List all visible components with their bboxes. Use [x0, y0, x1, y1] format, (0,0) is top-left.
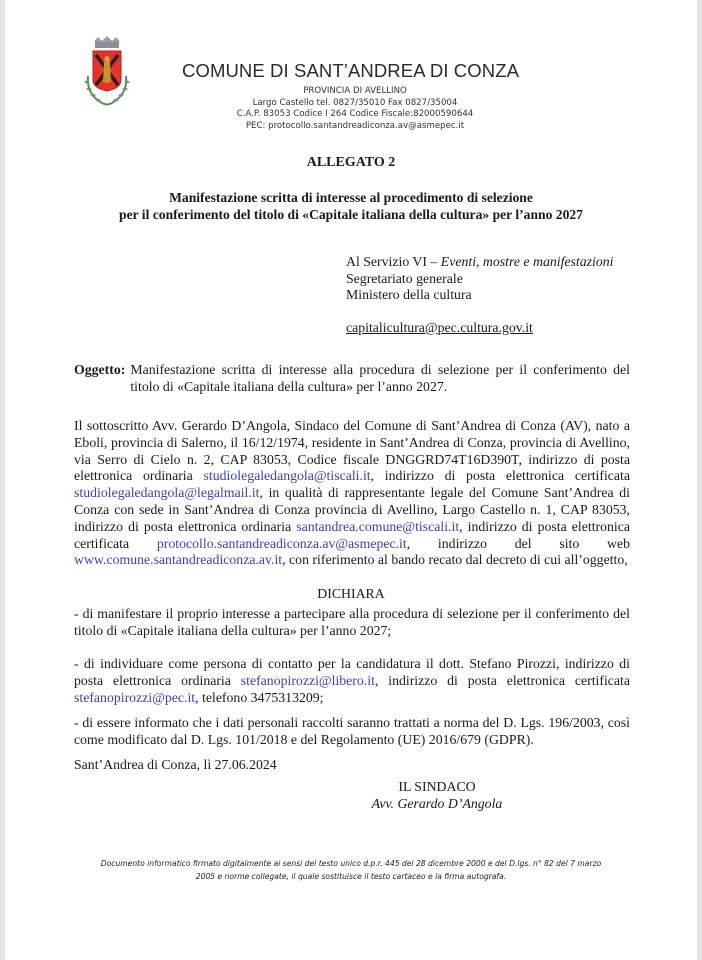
body-text: , indirizzo del sito web — [406, 535, 630, 551]
body-text: , in qualità di rappresentante legale del Comune Sant’Andrea di Conza con sede in Sant’Andrea di Conza provincia di Avellino, Largo Castello n. 1, CAP 83053, indirizzo di posta elettronica ordinaria — [74, 485, 630, 534]
signature-block — [364, 778, 510, 812]
addressee-service-name: Eventi, mostre e manifestazioni — [440, 254, 614, 269]
contact-pec-link[interactable]: stefanopirozzi@pec.it — [74, 689, 196, 705]
place-and-date: Sant’Andrea di Conza, lì 27.06.2024 — [74, 757, 277, 772]
subject-block — [74, 362, 630, 395]
letterhead-pec: PEC: protocollo.santandreadiconza.av@asmepec.it — [245, 120, 465, 131]
declaration-item-contact — [74, 656, 630, 706]
declaration-item-interest: - di manifestare il proprio interesse a partecipare alla procedura di selezione per il conferimento del titolo di «Capitale italiana della cultura» per l’anno 2027; — [74, 606, 630, 638]
addressee-email-link[interactable]: capitalicultura@pec.cultura.gov.it — [346, 319, 533, 335]
signature-name: Avv. Gerardo D’Angola — [371, 796, 503, 811]
email-link-certified[interactable]: studiolegaledangola@legalmail.it — [74, 485, 260, 501]
municipality-title: COMUNE DI SANT’ANDREA DI CONZA — [182, 60, 520, 81]
signature-role: IL SINDACO — [398, 779, 476, 794]
declaration-item-privacy: - di essere informato che i dati personali raccolti saranno trattati a norma del D. Lgs. 196/2003, così come modificato dal D. Lgs. 101/2018 e del Regolamento (UE) 2016/679 (GDPR). — [74, 715, 630, 747]
addressee-line-3: Ministero della cultura — [346, 287, 472, 302]
page-edge-right — [697, 0, 702, 960]
letterhead-codes: C.A.P. 83053 Codice I 264 Codice Fiscale:82000590644 — [236, 109, 474, 120]
document-title — [0, 190, 702, 223]
email-link-municipality-pec[interactable]: protocollo.santandreadiconza.av@asmepec.it — [156, 535, 407, 551]
declaration-text: - di individuare come persona di contatto per la candidatura il dott. Stefano Pirozzi, indirizzo di posta elettronica ordinaria — [74, 656, 630, 688]
attachment-heading: ALLEGATO 2 — [306, 155, 396, 170]
digital-signature-note — [70, 857, 632, 883]
letterhead-details — [220, 86, 490, 132]
addressee-line-1 — [346, 254, 613, 271]
body-text: Il sottoscritto Avv. Gerardo D’Angola, Sindaco del Comune di Sant’Andrea di Conza (AV), nato a Eboli, provincia di Salerno, il 16/12/1974, residente in Sant’Andrea di Conza, provincia di Avellino, via Serro di Cielo n. 2, CAP 83053, Codice fiscale DNGGRD74T16D390T, indirizzo di posta elettronica ordinaria — [74, 418, 630, 484]
body-text: , indirizzo di posta elettronica certificata — [370, 468, 630, 484]
letterhead-province: PROVINCIA DI AVELLINO — [303, 86, 407, 96]
subject-label: Oggetto: — [74, 362, 126, 377]
letterhead-address: Largo Castello tel. 0827/35010 Fax 0827/35004 — [252, 97, 458, 108]
addressee-line-2: Segretariato generale — [346, 270, 463, 286]
declaration-text: , telefono 3475313209; — [195, 689, 324, 705]
declaration-text: , indirizzo di posta elettronica certificata — [374, 672, 630, 688]
declarant-paragraph — [74, 418, 630, 569]
contact-email-link[interactable]: stefanopirozzi@libero.it — [240, 672, 375, 688]
email-link-ordinary[interactable]: studiolegaledangola@tiscali.it — [203, 468, 371, 484]
footer-note-line-2: 2005 e norme collegate, il quale sostituisce il testo cartaceo e la firma autografa. — [195, 872, 507, 881]
document-title-line-1: Manifestazione scritta di interesse al procedimento di selezione — [169, 190, 533, 205]
declares-heading: DICHIARA — [317, 586, 385, 601]
website-link[interactable]: www.comune.santandreadiconza.av.it — [74, 552, 283, 568]
document-title-line-2: per il conferimento del titolo di «Capitale italiana della cultura» per l’anno 2027 — [119, 206, 583, 222]
addressee-service: Al Servizio VI – — [346, 254, 441, 269]
subject-text: Manifestazione scritta di interesse alla procedura di selezione per il conferimento del titolo di «Capitale italiana della cultura» per l’anno 2027. — [130, 362, 630, 394]
body-text: , indirizzo di posta elettronica certificata — [74, 518, 630, 551]
addressee-block — [346, 254, 613, 336]
footer-note-line-1: Documento informatico firmato digitalmente ai sensi del testo unico d.p.r. 445 del 28 dicembre 2000 e del D.lgs. n° 82 del 7 marzo — [100, 859, 602, 868]
coat-of-arms-icon — [76, 36, 138, 118]
page-edge-left — [0, 0, 5, 960]
body-text: , con riferimento al bando recato dal decreto di cui all’oggetto, — [282, 552, 628, 568]
email-link-municipality[interactable]: santandrea.comune@tiscali.it — [296, 518, 460, 534]
